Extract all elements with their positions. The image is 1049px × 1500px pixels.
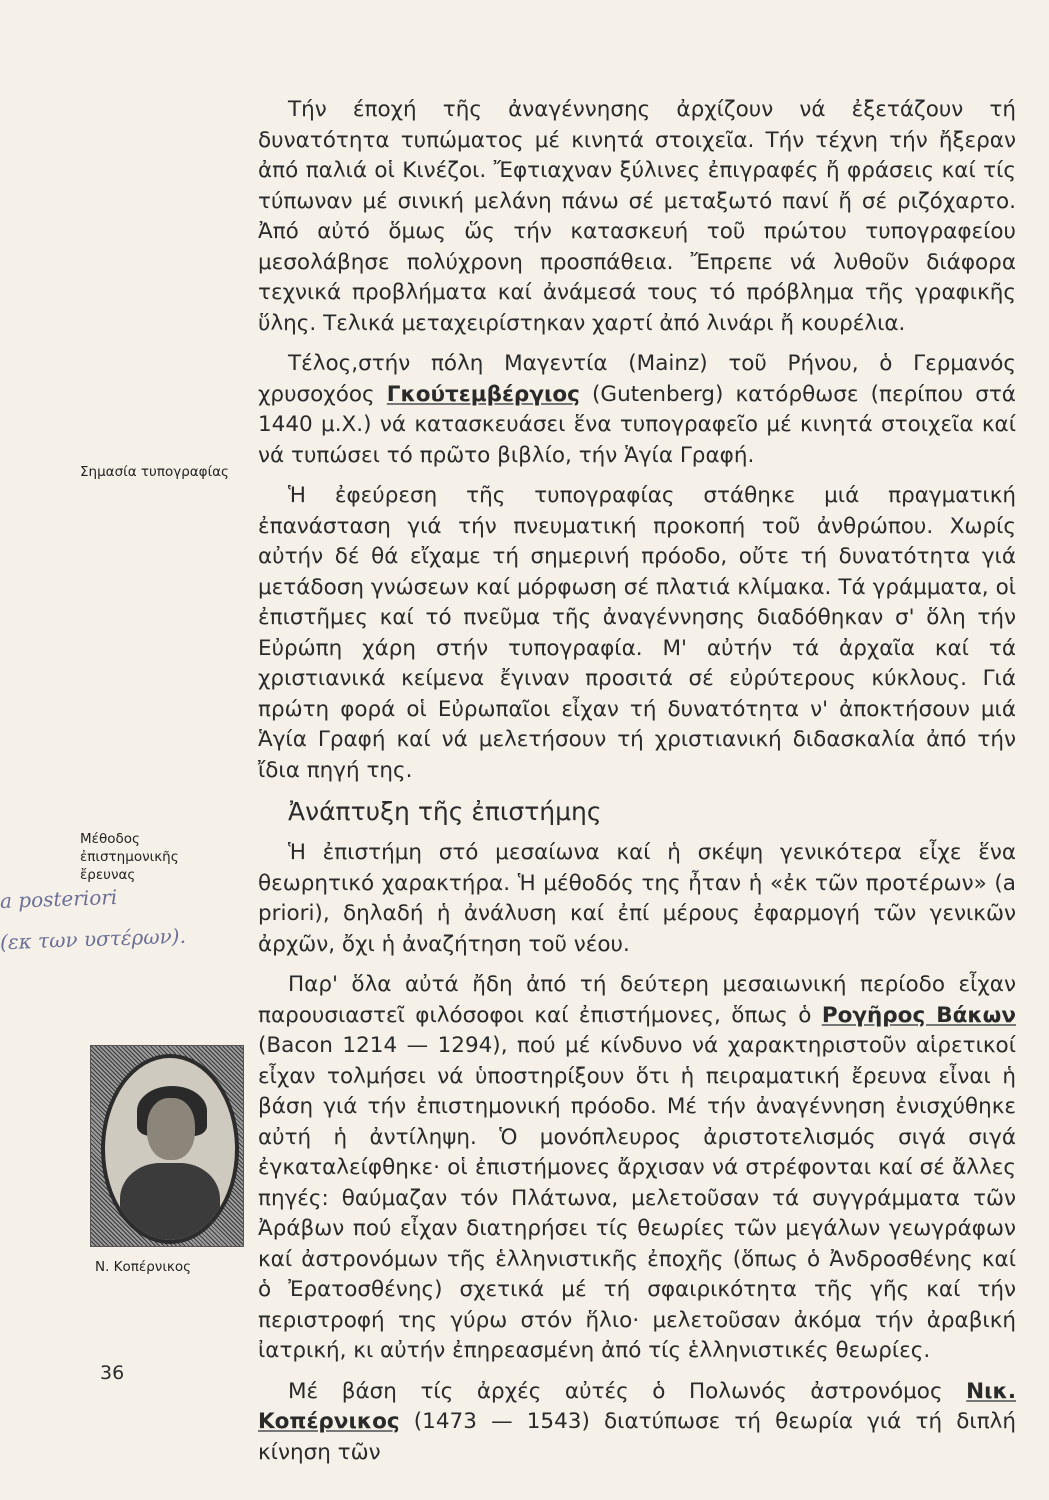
page-number: 36: [100, 1362, 125, 1384]
portrait-oval-frame: [101, 1054, 239, 1244]
portrait-face: [147, 1098, 195, 1160]
paragraph-medieval-science: Ἡ ἐπιστήμη στό μεσαίωνα καί ἡ σκέψη γενικότερα εἶχε ἕνα θεωρητικό χαρακτήρα. Ἡ μέθοδός της ἦταν ἡ «ἐκ τῶν προτέρων» (a priori), δηλαδή ἡ ἀνάλυση καί ἐπί μέρους ἐφαρμογή τῶν γενικῶν ἀρχῶν, ὄχι ἡ ἀναζήτηση τοῦ νέου.: [258, 840, 1016, 957]
text-fragment: (1473 — 1543) διατύπωσε τή θεωρία γιά τή διπλή κίνηση τῶν: [258, 1409, 1016, 1465]
text-fragment: Μέ βάση τίς ἀρχές αὐτές ὁ Πολωνός ἀστρονόμος: [288, 1378, 943, 1404]
paragraph-gutenberg: [258, 349, 1016, 471]
portrait-body: [120, 1163, 220, 1244]
text-fragment: Παρ' ὅλα αὐτά ἤδη ἀπό τή δεύτερη μεσαιωνική περίοδο εἶχαν παρουσιαστεῖ φιλόσοφοι καί ἐπιστήμονες, ὅπως ὁ: [258, 972, 1016, 1028]
text-fragment: (Gutenberg) κατόρθωσε (περίπου στά 1440 μ.Χ.) νά κατασκευάσει ἕνα τυπογραφεῖο μέ κινητά στοιχεῖα καί νά τυπώσει τό πρῶτο βιβλίο, τήν Ἁγία Γραφή.: [258, 381, 1016, 468]
paragraph-printing-history: Τήν έποχή τῆς ἀναγέννησης ἀρχίζουν νά ἐξετάζουν τή δυνατότητα τυπώματος μέ κινητά στοιχεῖα. Τήν τέχνη τήν ἤξεραν ἀπό παλιά οἱ Κινέζοι. Ἔφτιαχναν ξύλινες ἐπιγραφές ἤ φράσεις καί τίς τύπωναν μέ σινική μελάνη πάνω σέ μεταξωτό πανί ἤ σέ ριζόχαρτο. Ἀπό αὐτό ὅμως ὥς τήν κατασκευή τοῦ πρώτου τυπογραφείου μεσολάβησε πολύχρονη προσπάθεια. Ἔπρεπε νά λυθοῦν διάφορα τεχνικά προβλήματα καί ἀνάμεσά τους τό πρόβλημα τῆς γραφικῆς ὕλης. Τελικά μεταχειρίστηκαν χαρτί ἀπό λινάρι ἤ κουρέλια.: [258, 97, 1016, 336]
paragraph-copernicus: [258, 1377, 1016, 1469]
copernicus-portrait: [90, 1045, 244, 1247]
handwritten-note-1: a posteriori: [0, 884, 118, 914]
text-fragment: Τέλος,στήν πόλη Μαγεντία (Mainz) τοῦ Ρήνου, ὁ Γερμανός χρυσοχόος: [258, 351, 1016, 407]
name-copernicus: Νικ. Κοπέρνικος: [258, 1378, 1016, 1434]
margin-label-method: Μέθοδος ἐπιστημονικῆς ἔρευνας: [80, 831, 179, 883]
margin-label-printing: Σημασία τυπογραφίας: [80, 464, 229, 480]
main-text-column: [258, 95, 1016, 1478]
portrait-caption: Ν. Κοπέρνικος: [95, 1259, 192, 1275]
name-bacon: Ρογῆρος Βάκων: [821, 1002, 1016, 1028]
section-heading: Ἀνάπτυξη τῆς ἐπιστήμης: [288, 797, 602, 826]
name-gutenberg: Γκούτεμβέργιος: [386, 381, 580, 407]
paragraph-printing-significance: Ἡ ἐφεύρεση τῆς τυπογραφίας στάθηκε μιά πραγματική ἐπανάσταση γιά τήν πνευματική προκοπή τοῦ ἀνθρώπου. Χωρίς αὐτήν δέ θά εἴχαμε τή σημερινή πρόοδο, οὔτε τή δυνατότητα γιά μετάδοση γνώσεων καί μόρφωση σέ πλατιά κλίμακα. Τά γράμματα, οἱ ἐπιστῆμες καί τό πνεῦμα τῆς ἀναγέννησης διαδόθηκαν σ' ὅλη τήν Εὐρώπη χάρη στήν τυπογραφία. Μ' αὐτήν τά ἀρχαῖα καί τά χριστιανικά κείμενα ἔγιναν προσιτά σέ εὐρύτερους κύκλους. Γιά πρώτη φορά οἱ Εὐρωπαῖοι εἶχαν τή δυνατότητα ν' ἀποκτήσουν μιά Ἁγία Γραφή καί νά μελετήσουν τή χριστιανική διδασκαλία ἀπό τήν ἴδια πηγή της.: [258, 483, 1016, 783]
handwritten-note-2: (εκ των υστέρων).: [0, 923, 187, 955]
text-fragment: (Bacon 1214 — 1294), πού μέ κίνδυνο νά χαρακτηριστοῦν αἱρετικοί εἶχαν τολμήσει νά ὑποστηρίξουν ὅτι ἡ πειραματική ἔρευνα εἶναι ἡ βάση γιά τήν ἐπιστημονική πρόοδο. Μέ τήν ἀναγέννηση ἐνισχύθηκε αὐτή ἡ ἀντίληψη. Ὁ μονόπλευρος ἀριστοτελισμός σιγά σιγά ἐγκαταλείφθηκε· οἱ ἐπιστήμονες ἄρχισαν νά στρέφονται καί σέ ἄλλες πηγές: θαύμαζαν τόν Πλάτωνα, μελετοῦσαν τά συγγράμματα τῶν Ἀράβων πού εἶχαν διατηρήσει τίς θεωρίες τῶν μεγάλων γεωγράφων καί ἀστρονόμων τῆς ἑλληνιστικῆς ἐποχῆς (ὅπως ὁ Ἀνδροσθένης καί ὁ Ἐρατοσθένης) σχετικά μέ τή σφαιρικότητα τῆς γῆς καί τήν περιστροφή της γύρω στόν ἥλιο· μελετοῦσαν ἀκόμα τήν ἀραβική ἰατρική, κι αὐτήν ἐπηρεασμένη ἀπό τίς ἑλληνιστικές θεωρίες.: [258, 1033, 1016, 1363]
paragraph-bacon: [258, 970, 1016, 1367]
